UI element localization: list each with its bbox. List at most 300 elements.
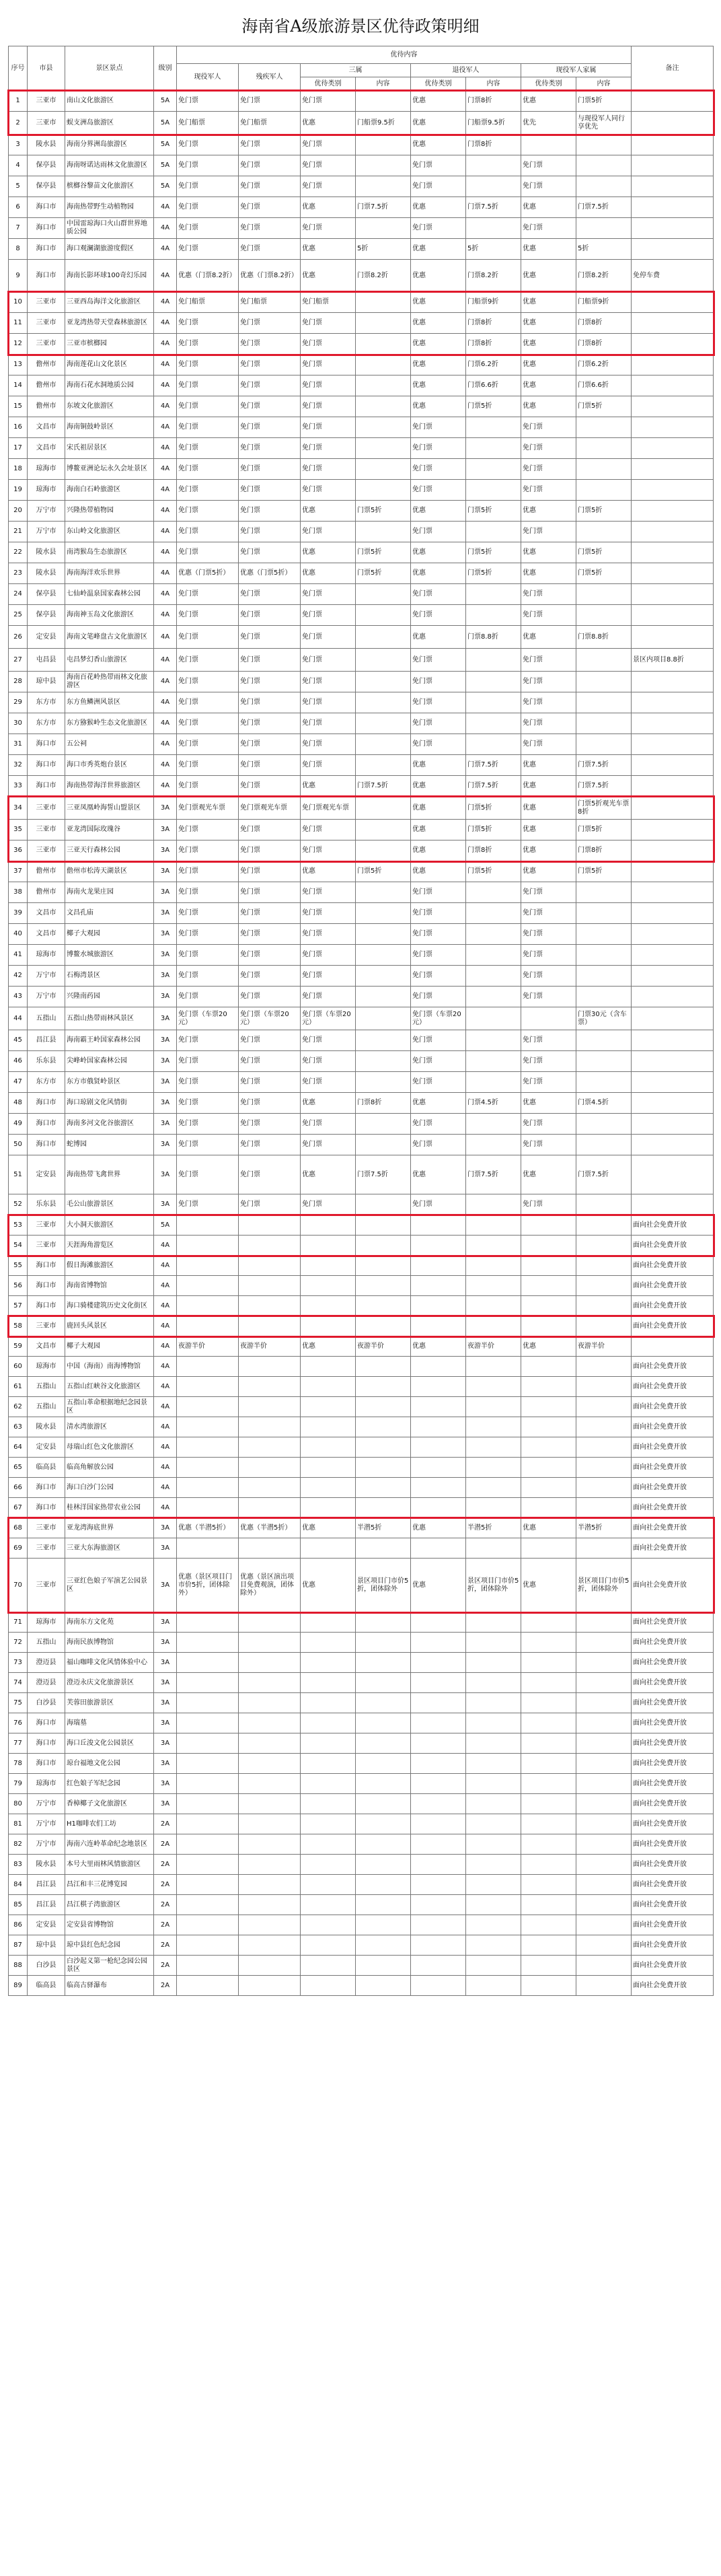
table-row [9,649,714,672]
cell-level: 3A [154,1030,177,1051]
cell-active [177,1935,239,1956]
cell-name: 五指山红峡谷文化旅游区 [65,1377,154,1397]
table-row [9,1653,714,1673]
table-row [9,1956,714,1976]
cell-disabled: 免门票 [239,501,301,522]
cell-level: 4A [154,1256,177,1276]
cell-family-cat: 免门票 [521,692,576,713]
table-row [9,734,714,755]
cell-note: 面向社会免费开放 [632,1538,714,1559]
cell-name: 三亚西岛海洋文化旅游区 [65,292,154,313]
cell-level: 3A [154,1733,177,1754]
cell-family-content: 门票5折 [576,542,632,563]
cell-note [632,1072,714,1093]
cell-no: 16 [9,417,28,438]
cell-note [632,563,714,584]
cell-name: 儋州市松涛天湖景区 [65,861,154,882]
table-row [9,239,714,260]
cell-note: 面向社会免费开放 [632,1559,714,1612]
cell-veteran-content: 5折 [466,239,521,260]
cell-sanshu-cat: 免门票 [301,459,356,480]
cell-city: 昌江县 [28,1030,65,1051]
cell-level: 5A [154,155,177,176]
cell-sanshu-content [356,1417,411,1437]
cell-disabled [239,1296,301,1316]
cell-city: 三亚市 [28,840,65,861]
table-row [9,945,714,966]
table-row [9,882,714,903]
cell-name: 海南东方文化苑 [65,1612,154,1633]
table-row [9,542,714,563]
cell-no: 66 [9,1478,28,1498]
cell-family-content [576,1114,632,1135]
cell-sanshu-cat: 免门票 [301,605,356,626]
cell-veteran-content [466,734,521,755]
cell-active [177,1458,239,1478]
cell-sanshu-content: 5折 [356,239,411,260]
cell-city: 海口市 [28,218,65,239]
cell-name: 海南热带海洋世界旅游区 [65,776,154,797]
cell-veteran-cat [411,1976,466,1996]
cell-family-content: 门票4.5折 [576,1093,632,1114]
cell-note: 面向社会免费开放 [632,1794,714,1814]
cell-veteran-content [466,1855,521,1875]
cell-veteran-cat [411,1498,466,1518]
cell-family-cat [521,1693,576,1713]
cell-sanshu-content [356,882,411,903]
cell-family-cat: 优惠 [521,1518,576,1538]
cell-no: 50 [9,1135,28,1155]
cell-disabled: 免门票 [239,903,301,924]
cell-sanshu-content [356,1072,411,1093]
cell-sanshu-content [356,1693,411,1713]
cell-level: 4A [154,197,177,218]
cell-family-cat [521,1834,576,1855]
cell-city: 万宁市 [28,1834,65,1855]
cell-note: 面向社会免费开放 [632,1437,714,1458]
cell-disabled [239,1478,301,1498]
page-title: 海南省A级旅游景区优待政策明细 [241,17,480,36]
cell-veteran-cat: 优惠 [411,501,466,522]
cell-veteran-cat: 免门票 [411,649,466,672]
cell-sanshu-content [356,396,411,417]
cell-family-cat: 优惠 [521,375,576,396]
cell-no: 43 [9,987,28,1007]
cell-disabled: 免门票 [239,375,301,396]
table-row [9,1559,714,1612]
cell-disabled: 免门票 [239,734,301,755]
cell-family-cat [521,1236,576,1256]
cell-active: 免门票 [177,903,239,924]
cell-veteran-content: 门票8.8折 [466,626,521,649]
cell-no: 55 [9,1256,28,1276]
cell-sanshu-cat [301,1814,356,1834]
cell-name: 鹿回头风景区 [65,1316,154,1336]
cell-veteran-content [466,966,521,987]
cell-city: 海口市 [28,1296,65,1316]
cell-family-cat [521,1915,576,1935]
cell-family-cat: 免门票 [521,924,576,945]
cell-no: 27 [9,649,28,672]
cell-veteran-content [466,924,521,945]
cell-family-content [576,713,632,734]
cell-active: 免门票 [177,966,239,987]
cell-level: 4A [154,459,177,480]
cell-disabled: 免门票 [239,966,301,987]
cell-veteran-content [466,1956,521,1976]
cell-family-content [576,1834,632,1855]
cell-sanshu-cat: 优惠 [301,197,356,218]
cell-sanshu-content [356,1713,411,1733]
cell-sanshu-cat [301,1215,356,1236]
cell-name: 海南民族博物馆 [65,1633,154,1653]
cell-active [177,1417,239,1437]
cell-veteran-content [466,1072,521,1093]
cell-veteran-content [466,1296,521,1316]
cell-disabled [239,1458,301,1478]
cell-city: 临高县 [28,1458,65,1478]
cell-city: 屯昌县 [28,649,65,672]
cell-family-cat [521,1498,576,1518]
cell-city: 文昌市 [28,417,65,438]
cell-veteran-content [466,1612,521,1633]
cell-name: 三亚市槟榔园 [65,334,154,355]
cell-sanshu-content [356,91,411,112]
cell-family-content [576,1051,632,1072]
cell-sanshu-cat: 优惠 [301,1093,356,1114]
cell-sanshu-content [356,1935,411,1956]
cell-family-content: 门票5折 [576,563,632,584]
cell-veteran-cat: 免门票 [411,584,466,605]
cell-name: 白沙起义第一枪纪念园公园景区 [65,1956,154,1976]
cell-level: 4A [154,260,177,292]
cell-no: 42 [9,966,28,987]
cell-city: 陵水县 [28,1417,65,1437]
cell-family-cat: 免门票 [521,713,576,734]
table-row [9,1437,714,1458]
table-row [9,438,714,459]
cell-sanshu-cat [301,1478,356,1498]
cell-disabled: 免门票 [239,987,301,1007]
cell-active: 优惠（半潜5折） [177,1518,239,1538]
cell-sanshu-content: 门票7.5折 [356,776,411,797]
cell-active: 优惠（门票5折） [177,563,239,584]
cell-veteran-content [466,1397,521,1417]
cell-family-content [576,480,632,501]
cell-veteran-content: 景区项目门市价5折，团体除外 [466,1559,521,1612]
cell-city: 琼海市 [28,459,65,480]
cell-level: 4A [154,1437,177,1458]
cell-level: 3A [154,1072,177,1093]
cell-family-content: 门票5折 [576,861,632,882]
cell-note [632,417,714,438]
cell-veteran-content [466,1935,521,1956]
table-row [9,1633,714,1653]
cell-veteran-cat [411,1612,466,1633]
cell-active: 免门船票 [177,292,239,313]
table-row [9,987,714,1007]
cell-veteran-content [466,1693,521,1713]
header-cat-2: 优待类别 [411,77,466,91]
cell-veteran-cat: 优惠 [411,840,466,861]
cell-note [632,542,714,563]
cell-family-content [576,1754,632,1774]
cell-family-cat: 免门票 [521,1072,576,1093]
cell-disabled: 免门票 [239,91,301,112]
cell-level: 4A [154,1498,177,1518]
cell-no: 29 [9,692,28,713]
cell-active: 免门票 [177,135,239,155]
cell-note: 面向社会免费开放 [632,1834,714,1855]
table-row [9,1051,714,1072]
cell-disabled [239,1956,301,1976]
cell-name: 南山文化旅游区 [65,91,154,112]
cell-no: 64 [9,1437,28,1458]
cell-no: 38 [9,882,28,903]
cell-level: 3A [154,1653,177,1673]
cell-veteran-cat: 免门票 [411,1030,466,1051]
table-row [9,924,714,945]
cell-note: 面向社会免费开放 [632,1956,714,1976]
cell-family-content: 门票5折 [576,396,632,417]
cell-family-cat [521,1956,576,1976]
cell-name: 中国（海南）南海博物馆 [65,1357,154,1377]
cell-family-content [576,1633,632,1653]
cell-family-cat: 优惠 [521,396,576,417]
cell-name: 海口白沙门公园 [65,1478,154,1498]
cell-veteran-cat: 优惠 [411,334,466,355]
cell-sanshu-cat: 优惠 [301,260,356,292]
cell-disabled: 免门票 [239,1030,301,1051]
cell-name: 天涯海角游览区 [65,1236,154,1256]
table-row [9,1397,714,1417]
cell-veteran-cat: 优惠 [411,563,466,584]
cell-family-content [576,1794,632,1814]
cell-active: 免门票 [177,605,239,626]
cell-family-cat [521,1007,576,1030]
cell-sanshu-cat [301,1754,356,1774]
cell-disabled [239,1417,301,1437]
cell-family-cat [521,1612,576,1633]
cell-family-content [576,605,632,626]
cell-disabled: 免门票 [239,882,301,903]
cell-sanshu-content [356,797,411,820]
cell-city: 海口市 [28,1498,65,1518]
cell-veteran-content [466,672,521,692]
cell-family-cat: 优惠 [521,840,576,861]
table-row [9,355,714,375]
cell-no: 68 [9,1518,28,1538]
cell-active: 免门票 [177,649,239,672]
cell-active: 免门票 [177,945,239,966]
cell-name: 海南莲花山文化景区 [65,355,154,375]
cell-family-content [576,1693,632,1713]
cell-family-cat: 免门票 [521,903,576,924]
cell-note [632,375,714,396]
cell-disabled [239,1397,301,1417]
cell-note [632,355,714,375]
cell-disabled [239,1915,301,1935]
cell-veteran-content: 门票8折 [466,313,521,334]
cell-active: 免门票 [177,501,239,522]
cell-disabled: 免门票 [239,522,301,542]
cell-city: 三亚市 [28,1559,65,1612]
table-row [9,626,714,649]
cell-city: 海口市 [28,734,65,755]
cell-sanshu-content [356,1256,411,1276]
cell-no: 36 [9,840,28,861]
cell-city: 白沙县 [28,1956,65,1976]
cell-level: 2A [154,1915,177,1935]
cell-sanshu-content [356,135,411,155]
cell-disabled: 优惠（景区演出项目免费观演，团体除外） [239,1559,301,1612]
cell-family-content [576,1135,632,1155]
cell-level: 2A [154,1834,177,1855]
cell-sanshu-content [356,1007,411,1030]
cell-sanshu-content [356,1316,411,1336]
cell-veteran-content: 门票5折 [466,501,521,522]
cell-active: 免门票 [177,861,239,882]
cell-city: 定安县 [28,1915,65,1935]
cell-disabled [239,1215,301,1236]
cell-sanshu-cat: 免门票 [301,91,356,112]
cell-note: 面向社会免费开放 [632,1316,714,1336]
cell-sanshu-cat: 免门票 [301,882,356,903]
cell-sanshu-cat [301,1498,356,1518]
cell-veteran-cat: 免门票 [411,1135,466,1155]
cell-veteran-content [466,1135,521,1155]
cell-no: 9 [9,260,28,292]
cell-note [632,396,714,417]
cell-family-content: 门票5折 [576,820,632,840]
cell-level: 4A [154,1417,177,1437]
cell-veteran-cat [411,1895,466,1915]
cell-veteran-cat: 优惠 [411,375,466,396]
cell-no: 26 [9,626,28,649]
cell-name: 三亚天行森林公园 [65,840,154,861]
cell-sanshu-content [356,1895,411,1915]
cell-family-cat: 免门票 [521,1114,576,1135]
table-row [9,1915,714,1935]
cell-name: 五公祠 [65,734,154,755]
cell-family-content [576,1236,632,1256]
cell-no: 61 [9,1377,28,1397]
cell-sanshu-content [356,1875,411,1895]
cell-city: 澄迈县 [28,1653,65,1673]
cell-level: 4A [154,334,177,355]
cell-note: 面向社会免费开放 [632,1814,714,1834]
cell-disabled: 夜游半价 [239,1336,301,1357]
table-row [9,1693,714,1713]
cell-family-cat: 免门票 [521,672,576,692]
cell-active: 免门票 [177,417,239,438]
cell-sanshu-cat: 免门票 [301,924,356,945]
table-row [9,313,714,334]
table-row [9,820,714,840]
cell-family-content [576,1814,632,1834]
cell-level: 3A [154,1673,177,1693]
cell-city: 三亚市 [28,292,65,313]
cell-veteran-content [466,1007,521,1030]
cell-family-cat: 优惠 [521,1155,576,1194]
cell-sanshu-cat: 免门票 [301,1030,356,1051]
cell-city: 万宁市 [28,1814,65,1834]
cell-family-cat [521,1437,576,1458]
cell-veteran-cat: 优惠 [411,197,466,218]
cell-sanshu-cat [301,1693,356,1713]
cell-name: 海南分界洲岛旅游区 [65,135,154,155]
cell-active [177,1316,239,1336]
cell-city: 儋州市 [28,355,65,375]
cell-family-content [576,1437,632,1458]
cell-note: 面向社会免费开放 [632,1976,714,1996]
cell-veteran-cat [411,1713,466,1733]
table-row [9,292,714,313]
cell-family-content [576,1713,632,1733]
cell-no: 35 [9,820,28,840]
cell-city: 海口市 [28,1093,65,1114]
table-row [9,522,714,542]
cell-family-content [576,218,632,239]
cell-level: 2A [154,1935,177,1956]
cell-sanshu-cat: 免门票 [301,1114,356,1135]
cell-sanshu-content [356,840,411,861]
cell-active: 免门票 [177,239,239,260]
cell-veteran-content: 门票4.5折 [466,1093,521,1114]
cell-veteran-cat [411,1814,466,1834]
cell-active: 免门票 [177,438,239,459]
cell-family-content: 门票8折 [576,313,632,334]
cell-level: 3A [154,1007,177,1030]
cell-city: 万宁市 [28,987,65,1007]
cell-sanshu-content [356,945,411,966]
cell-no: 17 [9,438,28,459]
cell-level: 5A [154,112,177,135]
cell-veteran-content [466,1458,521,1478]
cell-no: 48 [9,1093,28,1114]
cell-level: 4A [154,605,177,626]
cell-note: 面向社会免费开放 [632,1733,714,1754]
cell-disabled [239,1236,301,1256]
cell-veteran-content [466,1915,521,1935]
cell-veteran-cat [411,1774,466,1794]
cell-active [177,1956,239,1976]
cell-name: 蜈支洲岛旅游区 [65,112,154,135]
cell-sanshu-cat: 免门票 [301,355,356,375]
cell-level: 2A [154,1855,177,1875]
cell-level: 4A [154,1336,177,1357]
cell-sanshu-cat [301,1633,356,1653]
cell-disabled: 免门票 [239,396,301,417]
cell-no: 15 [9,396,28,417]
cell-name: 海口骑楼建筑历史文化街区 [65,1296,154,1316]
cell-family-content [576,1397,632,1417]
table-row [9,501,714,522]
table-row [9,1895,714,1915]
cell-note: 面向社会免费开放 [632,1498,714,1518]
table-row [9,966,714,987]
cell-family-content: 门票5折 [576,501,632,522]
cell-sanshu-cat: 优惠 [301,861,356,882]
cell-level: 4A [154,375,177,396]
cell-veteran-content: 半潜5折 [466,1518,521,1538]
cell-level: 3A [154,1633,177,1653]
cell-note: 面向社会免费开放 [632,1673,714,1693]
header-content-2: 内容 [466,77,521,91]
cell-name: 假日海滩旅游区 [65,1256,154,1276]
cell-note: 面向社会免费开放 [632,1754,714,1774]
cell-family-cat: 免门票 [521,649,576,672]
